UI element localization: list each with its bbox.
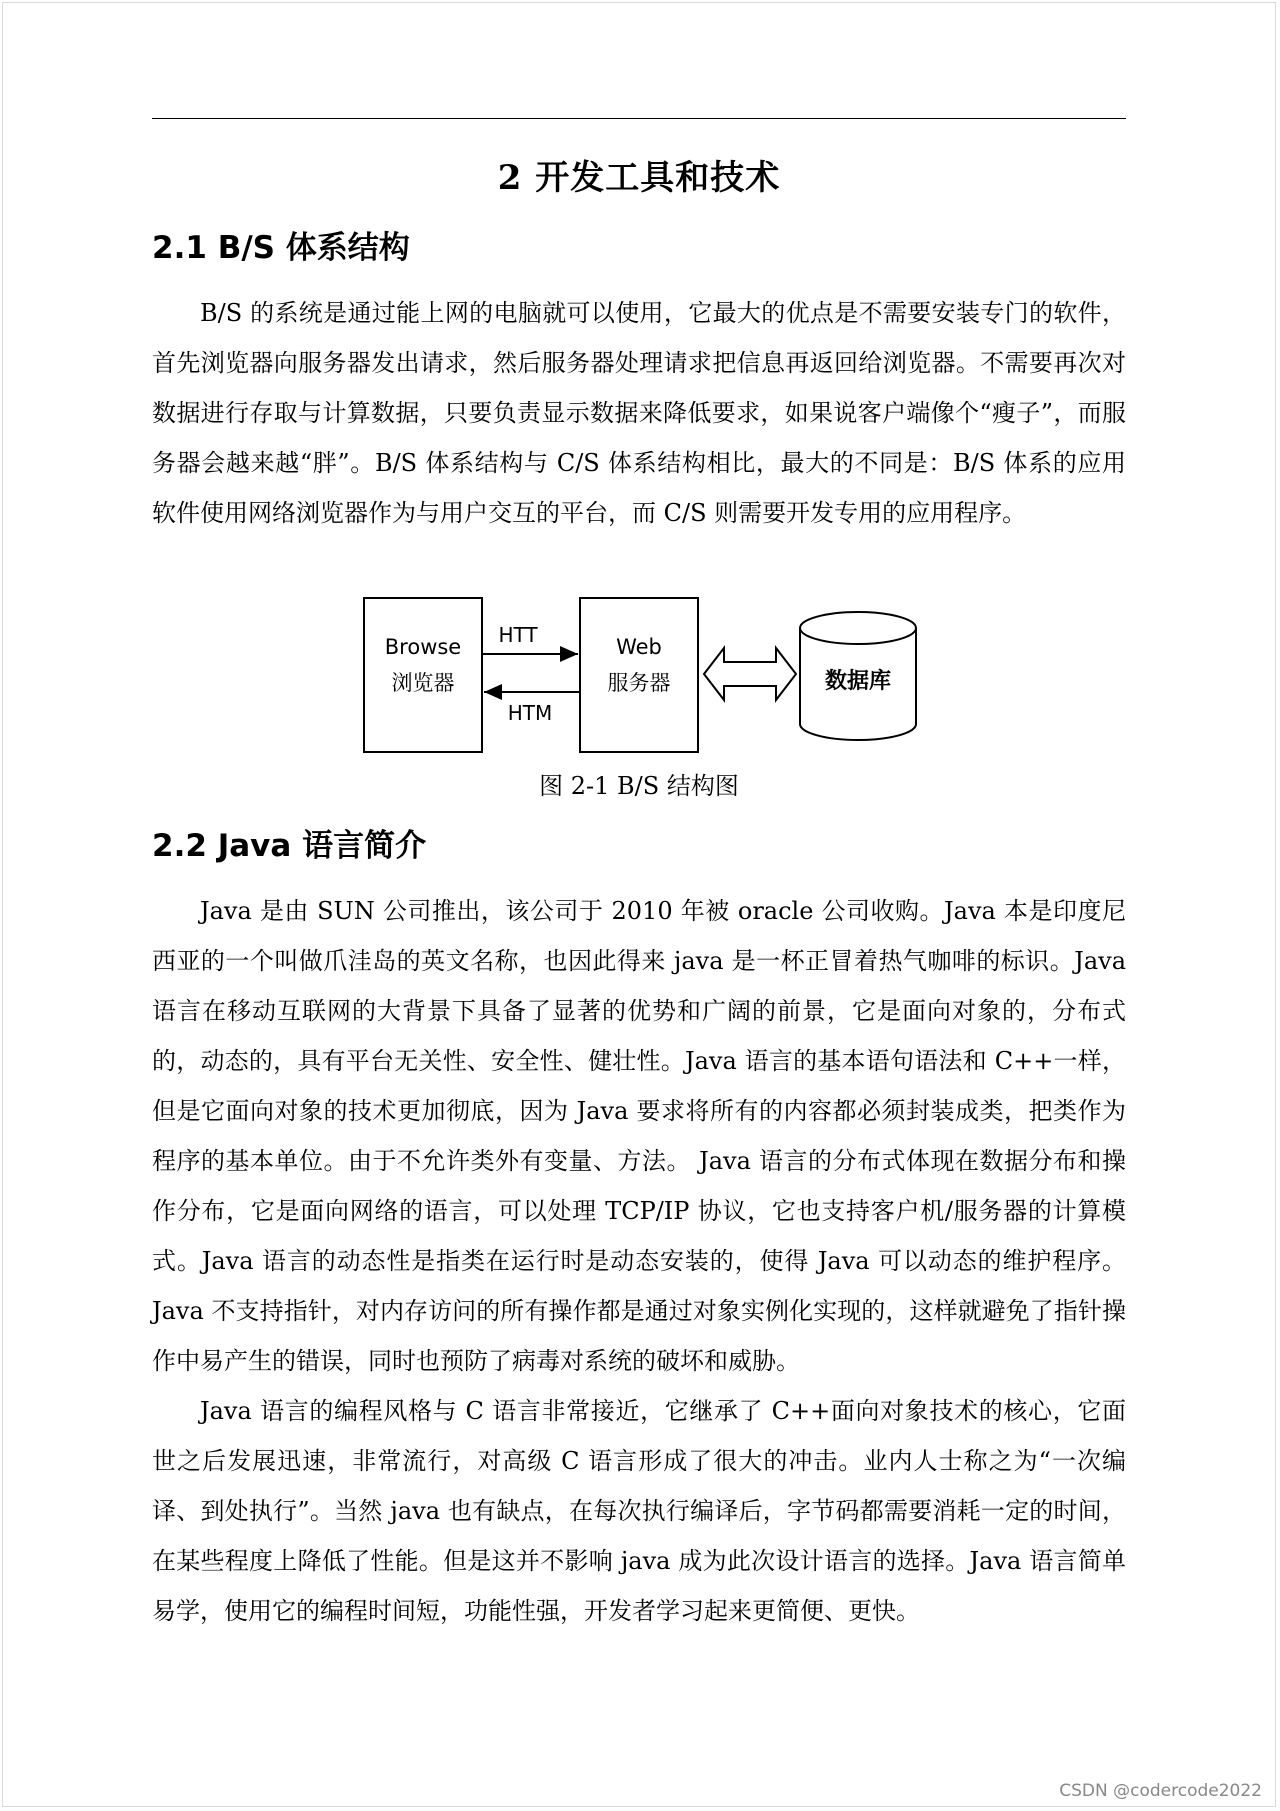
browser-label-en: Browse <box>384 635 462 659</box>
watermark: CSDN @codercode2022 <box>1059 1781 1262 1801</box>
section-heading-java: 2.2 Java 语言简介 <box>152 828 427 864</box>
response-label: HTM <box>507 701 553 725</box>
paragraph-bs: B/S 的系统是通过能上网的电脑就可以使用，它最大的优点是不需要安装专门的软件，首先浏览器向服务器发出请求，然后服务器处理请求把信息再返回给浏览器。不需要再次对数据进行存取与计算数据，只要负责显示数据来降低要求，如果说客户端像个“瘦子”，而服务器会越来越“胖”。B/S 体系结构与 C/S 体系结构相比，最大的不同是：B/S 体系的应用软件使用网络浏览器作为与用户交互的平台，而 C/S 则需要开发专用的应用程序。 <box>152 299 1126 527</box>
paragraph-java-2: Java 语言的编程风格与 C 语言非常接近，它继承了 C++面向对象技术的核心，它面世之后发展迅速，非常流行，对高级 C 语言形成了很大的冲击。业内人士称之为“一次编译、到处执行”。当然 java 也有缺点，在每次执行编译后，字节码都需要消耗一定的时间，在某些程度上降低了性能。但是这并不影响 java 成为此次设计语言的选择。Java 语言简单易学，使用它的编程时间短，功能性强，开发者学习起来更简便、更快。 <box>152 1397 1126 1625</box>
double-arrow-icon <box>704 648 796 700</box>
chapter-title: 2 开发工具和技术 <box>497 158 781 198</box>
server-label-cn: 服务器 <box>607 671 671 695</box>
server-label-en: Web <box>616 635 662 659</box>
database-label: 数据库 <box>824 669 892 694</box>
figure-caption: 图 2-1 B/S 结构图 <box>539 772 739 800</box>
request-label: HTT <box>498 623 538 647</box>
bs-architecture-diagram <box>352 592 932 762</box>
browser-label-cn: 浏览器 <box>391 671 455 695</box>
paragraph-java-1: Java 是由 SUN 公司推出，该公司于 2010 年被 oracle 公司收购。Java 本是印度尼西亚的一个叫做爪洼岛的英文名称，也因此得来 java 是一杯正冒着热气咖啡的标识。Java 语言在移动互联网的大背景下具备了显著的优势和广阔的前景，它是面向对象的，分布式的，动态的，具有平台无关性、安全性、健壮性。Java 语言的基本语句语法和 C++一样，但是它面向对象的技术更加彻底，因为 Java 要求将所有的内容都必须封装成类，把类作为程序的基本单位。由于不允许类外有变量、方法。 Java 语言的分布式体现在数据分布和操作分布，它是面向网络的语言，可以处理 TCP/IP 协议，它也支持客户机/服务器的计算模式。Java 语言的动态性是指类在运行时是动态安装的，使得 Java 可以动态的维护程序。Java 不支持指针，对内存访问的所有操作都是通过对象实例化实现的，这样就避免了指针操作中易产生的错误，同时也预防了病毒对系统的破坏和威胁。 <box>152 897 1126 1375</box>
header-rule <box>152 118 1126 119</box>
section-heading-bs: 2.1 B/S 体系结构 <box>152 230 410 266</box>
